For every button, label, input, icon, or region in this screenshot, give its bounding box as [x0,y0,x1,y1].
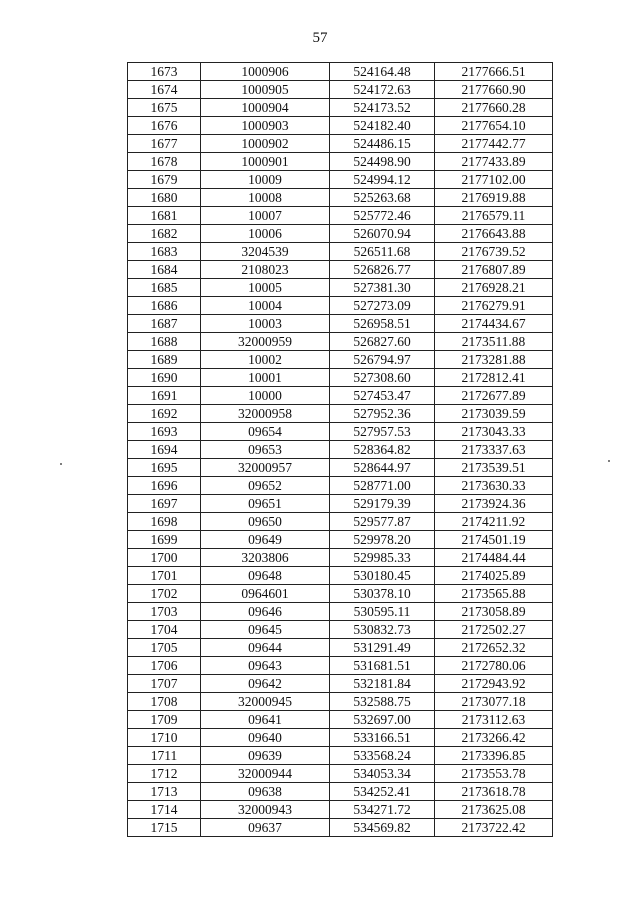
point-id-cell: 09654 [201,423,330,441]
x-coordinate-cell: 528771.00 [330,477,435,495]
point-id-cell: 0964601 [201,585,330,603]
point-id-cell: 32000945 [201,693,330,711]
x-coordinate-cell: 527952.36 [330,405,435,423]
point-id-cell: 09651 [201,495,330,513]
x-coordinate-cell: 524182.40 [330,117,435,135]
point-number-cell: 1713 [128,783,201,801]
table-row [128,621,553,639]
table-row [128,333,553,351]
x-coordinate-cell: 527957.53 [330,423,435,441]
y-coordinate-cell: 2177433.89 [435,153,553,171]
x-coordinate-cell: 533166.51 [330,729,435,747]
point-id-cell: 1000901 [201,153,330,171]
point-id-cell: 10004 [201,297,330,315]
x-coordinate-cell: 529978.20 [330,531,435,549]
x-coordinate-cell: 526958.51 [330,315,435,333]
x-coordinate-cell: 524172.63 [330,81,435,99]
point-number-cell: 1681 [128,207,201,225]
point-id-cell: 2108023 [201,261,330,279]
table-row [128,261,553,279]
point-number-cell: 1714 [128,801,201,819]
y-coordinate-cell: 2177660.90 [435,81,553,99]
table-row [128,369,553,387]
table-row [128,243,553,261]
y-coordinate-cell: 2173625.08 [435,801,553,819]
x-coordinate-cell: 532181.84 [330,675,435,693]
point-number-cell: 1710 [128,729,201,747]
point-id-cell: 10007 [201,207,330,225]
x-coordinate-cell: 530595.11 [330,603,435,621]
table-row [128,99,553,117]
y-coordinate-cell: 2172502.27 [435,621,553,639]
point-id-cell: 09645 [201,621,330,639]
x-coordinate-cell: 530832.73 [330,621,435,639]
point-id-cell: 09648 [201,567,330,585]
table-row [128,639,553,657]
table-row [128,477,553,495]
y-coordinate-cell: 2172943.92 [435,675,553,693]
x-coordinate-cell: 524994.12 [330,171,435,189]
table-row [128,531,553,549]
table-row [128,657,553,675]
x-coordinate-cell: 530378.10 [330,585,435,603]
table-row [128,765,553,783]
x-coordinate-cell: 527273.09 [330,297,435,315]
point-id-cell: 1000906 [201,63,330,81]
scan-speck [60,463,62,465]
x-coordinate-cell: 526826.77 [330,261,435,279]
y-coordinate-cell: 2173924.36 [435,495,553,513]
x-coordinate-cell: 532588.75 [330,693,435,711]
table-row [128,567,553,585]
y-coordinate-cell: 2172812.41 [435,369,553,387]
point-number-cell: 1702 [128,585,201,603]
x-coordinate-cell: 525772.46 [330,207,435,225]
point-id-cell: 09652 [201,477,330,495]
y-coordinate-cell: 2173281.88 [435,351,553,369]
point-number-cell: 1679 [128,171,201,189]
x-coordinate-cell: 528644.97 [330,459,435,477]
point-id-cell: 09642 [201,675,330,693]
y-coordinate-cell: 2174211.92 [435,513,553,531]
y-coordinate-cell: 2177442.77 [435,135,553,153]
y-coordinate-cell: 2173266.42 [435,729,553,747]
point-id-cell: 09641 [201,711,330,729]
point-id-cell: 09643 [201,657,330,675]
y-coordinate-cell: 2173630.33 [435,477,553,495]
point-number-cell: 1693 [128,423,201,441]
table-row [128,351,553,369]
x-coordinate-cell: 527453.47 [330,387,435,405]
x-coordinate-cell: 526070.94 [330,225,435,243]
page-number: 57 [312,30,328,46]
table-row [128,171,553,189]
x-coordinate-cell: 534569.82 [330,819,435,837]
point-number-cell: 1688 [128,333,201,351]
y-coordinate-cell: 2177666.51 [435,63,553,81]
y-coordinate-cell: 2173722.42 [435,819,553,837]
point-id-cell: 1000903 [201,117,330,135]
table-row [128,783,553,801]
point-number-cell: 1684 [128,261,201,279]
point-id-cell: 3203806 [201,549,330,567]
table-row [128,459,553,477]
table-row [128,603,553,621]
y-coordinate-cell: 2174501.19 [435,531,553,549]
point-id-cell: 1000904 [201,99,330,117]
table-row [128,675,553,693]
table-row [128,441,553,459]
point-number-cell: 1680 [128,189,201,207]
y-coordinate-cell: 2173396.85 [435,747,553,765]
y-coordinate-cell: 2172780.06 [435,657,553,675]
table-row [128,693,553,711]
y-coordinate-cell: 2173511.88 [435,333,553,351]
point-number-cell: 1691 [128,387,201,405]
point-number-cell: 1712 [128,765,201,783]
table-row [128,711,553,729]
y-coordinate-cell: 2173539.51 [435,459,553,477]
table-row [128,405,553,423]
x-coordinate-cell: 533568.24 [330,747,435,765]
table-row [128,819,553,837]
point-id-cell: 09639 [201,747,330,765]
x-coordinate-cell: 534053.34 [330,765,435,783]
point-number-cell: 1715 [128,819,201,837]
y-coordinate-cell: 2177102.00 [435,171,553,189]
y-coordinate-cell: 2176279.91 [435,297,553,315]
table-row [128,423,553,441]
point-id-cell: 09646 [201,603,330,621]
x-coordinate-cell: 530180.45 [330,567,435,585]
x-coordinate-cell: 531681.51 [330,657,435,675]
table-row [128,585,553,603]
x-coordinate-cell: 534252.41 [330,783,435,801]
table-row [128,189,553,207]
point-id-cell: 09653 [201,441,330,459]
x-coordinate-cell: 529179.39 [330,495,435,513]
y-coordinate-cell: 2173618.78 [435,783,553,801]
point-number-cell: 1704 [128,621,201,639]
x-coordinate-cell: 529577.87 [330,513,435,531]
point-id-cell: 32000959 [201,333,330,351]
point-number-cell: 1703 [128,603,201,621]
point-number-cell: 1696 [128,477,201,495]
x-coordinate-cell: 524173.52 [330,99,435,117]
point-number-cell: 1690 [128,369,201,387]
point-id-cell: 1000905 [201,81,330,99]
point-number-cell: 1673 [128,63,201,81]
y-coordinate-cell: 2173553.78 [435,765,553,783]
y-coordinate-cell: 2174025.89 [435,567,553,585]
table-row [128,747,553,765]
table-row [128,729,553,747]
table-row [128,63,553,81]
point-id-cell: 09644 [201,639,330,657]
y-coordinate-cell: 2174484.44 [435,549,553,567]
y-coordinate-cell: 2173039.59 [435,405,553,423]
point-id-cell: 09649 [201,531,330,549]
x-coordinate-cell: 524164.48 [330,63,435,81]
point-id-cell: 10001 [201,369,330,387]
point-id-cell: 32000957 [201,459,330,477]
scan-speck [608,460,610,462]
y-coordinate-cell: 2173112.63 [435,711,553,729]
y-coordinate-cell: 2173043.33 [435,423,553,441]
y-coordinate-cell: 2174434.67 [435,315,553,333]
point-number-cell: 1692 [128,405,201,423]
coordinates-table [127,62,553,837]
point-number-cell: 1682 [128,225,201,243]
point-id-cell: 10009 [201,171,330,189]
point-id-cell: 10005 [201,279,330,297]
point-id-cell: 09650 [201,513,330,531]
y-coordinate-cell: 2173058.89 [435,603,553,621]
point-number-cell: 1699 [128,531,201,549]
table-row [128,117,553,135]
table-row [128,387,553,405]
point-number-cell: 1698 [128,513,201,531]
y-coordinate-cell: 2176919.88 [435,189,553,207]
point-id-cell: 32000943 [201,801,330,819]
point-number-cell: 1687 [128,315,201,333]
table-row [128,801,553,819]
table-row [128,207,553,225]
x-coordinate-cell: 528364.82 [330,441,435,459]
point-number-cell: 1689 [128,351,201,369]
y-coordinate-cell: 2172677.89 [435,387,553,405]
table-row [128,81,553,99]
table-row [128,297,553,315]
point-number-cell: 1677 [128,135,201,153]
point-number-cell: 1676 [128,117,201,135]
y-coordinate-cell: 2173337.63 [435,441,553,459]
x-coordinate-cell: 532697.00 [330,711,435,729]
point-number-cell: 1685 [128,279,201,297]
y-coordinate-cell: 2172652.32 [435,639,553,657]
x-coordinate-cell: 534271.72 [330,801,435,819]
x-coordinate-cell: 529985.33 [330,549,435,567]
point-id-cell: 3204539 [201,243,330,261]
point-number-cell: 1707 [128,675,201,693]
y-coordinate-cell: 2173565.88 [435,585,553,603]
point-number-cell: 1686 [128,297,201,315]
x-coordinate-cell: 525263.68 [330,189,435,207]
point-number-cell: 1678 [128,153,201,171]
point-id-cell: 32000944 [201,765,330,783]
point-number-cell: 1706 [128,657,201,675]
table-row [128,279,553,297]
point-id-cell: 10008 [201,189,330,207]
y-coordinate-cell: 2173077.18 [435,693,553,711]
point-id-cell: 10006 [201,225,330,243]
point-id-cell: 10002 [201,351,330,369]
point-number-cell: 1708 [128,693,201,711]
y-coordinate-cell: 2176928.21 [435,279,553,297]
table-row [128,135,553,153]
point-id-cell: 09637 [201,819,330,837]
point-id-cell: 1000902 [201,135,330,153]
table-row [128,549,553,567]
table-row [128,495,553,513]
point-number-cell: 1674 [128,81,201,99]
point-number-cell: 1700 [128,549,201,567]
y-coordinate-cell: 2176807.89 [435,261,553,279]
x-coordinate-cell: 524486.15 [330,135,435,153]
x-coordinate-cell: 527381.30 [330,279,435,297]
table-row [128,225,553,243]
point-number-cell: 1694 [128,441,201,459]
x-coordinate-cell: 527308.60 [330,369,435,387]
table-row [128,513,553,531]
point-number-cell: 1675 [128,99,201,117]
coordinates-table-body [128,63,553,837]
y-coordinate-cell: 2177660.28 [435,99,553,117]
y-coordinate-cell: 2176643.88 [435,225,553,243]
point-id-cell: 09638 [201,783,330,801]
y-coordinate-cell: 2176579.11 [435,207,553,225]
point-id-cell: 10000 [201,387,330,405]
point-number-cell: 1709 [128,711,201,729]
y-coordinate-cell: 2177654.10 [435,117,553,135]
point-number-cell: 1705 [128,639,201,657]
point-id-cell: 10003 [201,315,330,333]
point-number-cell: 1697 [128,495,201,513]
point-id-cell: 32000958 [201,405,330,423]
point-number-cell: 1711 [128,747,201,765]
x-coordinate-cell: 531291.49 [330,639,435,657]
point-number-cell: 1683 [128,243,201,261]
table-row [128,315,553,333]
x-coordinate-cell: 526794.97 [330,351,435,369]
x-coordinate-cell: 526827.60 [330,333,435,351]
table-row [128,153,553,171]
point-id-cell: 09640 [201,729,330,747]
y-coordinate-cell: 2176739.52 [435,243,553,261]
point-number-cell: 1701 [128,567,201,585]
x-coordinate-cell: 526511.68 [330,243,435,261]
point-number-cell: 1695 [128,459,201,477]
x-coordinate-cell: 524498.90 [330,153,435,171]
